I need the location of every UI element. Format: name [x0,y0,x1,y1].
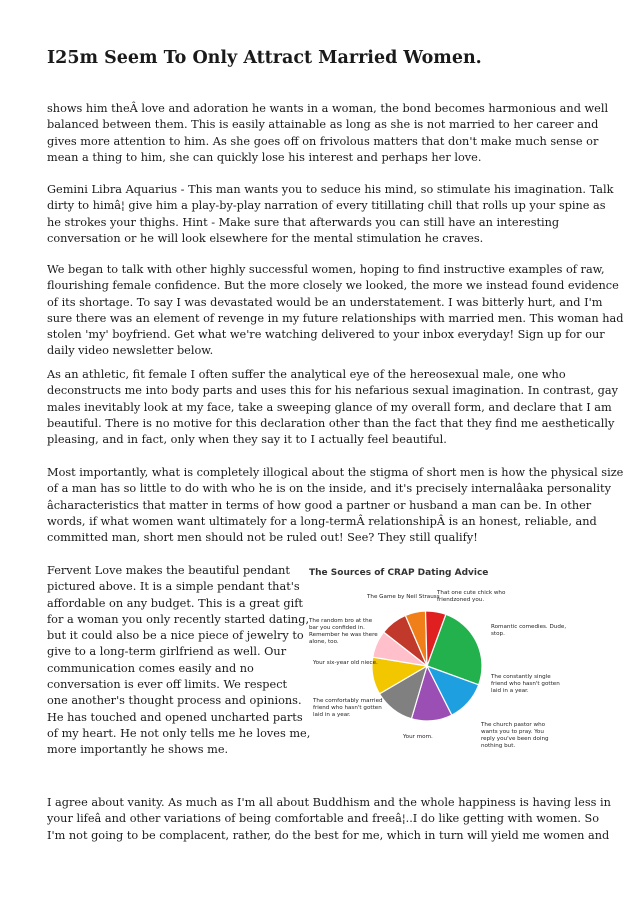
text-line: of my heart. He not only tells me he loves me, [47,726,311,740]
text-line: beautiful. There is no motive for this declaration other than the fact that they find me aesthetically [47,416,615,430]
document-title: I25m Seem To Only Attract Married Women. [47,48,482,68]
text-line: your lifeâ and other variations of being comfortable and freeâ¦..I do like getting with women. So [47,812,600,826]
text-line: pleasing, and in fact, only when they say it to I actually feel beautiful. [47,433,447,447]
slice-label: The Game by Neil Strauss [367,594,440,600]
text-line: of its shortage. To say I was devastated would be an understatement. I was bitterly hurt, and I'm [47,295,603,309]
text-line: one another's thought process and opinions. [47,694,302,708]
paragraph-1 [47,101,609,166]
text-line: We began to talk with other highly successful women, hoping to find instructive examples of raw, [47,263,605,276]
text-line: he strokes your thighs. Hint - Make sure that afterwards you can still have an interesting [47,215,560,229]
chart-title: The Sources of CRAP Dating Advice [309,568,489,578]
text-line: He has touched and opened uncharted parts [47,710,303,724]
text-line: communication comes easily and no [47,661,254,675]
slice-label: Your mom. [403,734,433,740]
paragraph-7 [47,795,611,844]
paragraph-6 [47,563,311,759]
text-line: As an athletic, fit female I often suffer the analytical eye of the hereosexual male, one who [47,368,566,381]
text-line: males inevitably look at my face, take a sweeping glance of my overall form, and declare that I am [47,400,612,414]
text-line: committed man, short men should not be ruled out! See? They still qualify! [47,531,478,545]
text-line: conversation is ever off limits. We respect [47,678,288,692]
slice-label: That one cute chick who friendzoned you. [437,590,506,603]
text-line: but it could also be a nice piece of jewelry to [47,629,304,643]
text-line: I agree about vanity. As much as I'm all about Buddhism and the whole happiness is having less in [47,796,611,809]
text-line: for a woman you only recently started dating, [47,612,310,626]
text-line: Gemini Libra Aquarius - This man wants you to seduce his mind, so stimulate his imagination. Talk [47,183,614,196]
text-line: words, if what women want ultimately for a long-termÂ relationshipÂ is an honest, reliable, and [47,514,597,528]
text-line: of a man has so little to do with who he is on the inside, and it's precisely internalâaka personality [47,482,611,496]
pie-chart [305,566,599,766]
text-line: more importantly he shows me. [47,743,229,757]
text-line: Fervent Love makes the beautiful pendant [47,564,290,577]
slice-label: The comfortably married friend who hasn't gotten laid in a year. [313,698,383,718]
text-line: deconstructs me into body parts and uses this for his nefarious sexual imagination. In contrast, gay [47,384,619,398]
text-line: stolen 'my' boyfriend. Get what we're watching delivered to your inbox everyday! Sign up for our [47,328,605,342]
paragraph-2 [47,182,614,247]
text-line: mean a thing to him, she can quickly lose his interest and perhaps her love. [47,150,482,164]
text-line: affordable on any budget. This is a great gift [47,596,303,610]
slice-label: Your six-year old niece. [313,660,378,666]
text-line: give to a long-term girlfriend as well. Our [47,645,287,659]
text-line: I'm not going to be complacent, rather, do the best for me, which in turn will yield me women and [47,828,610,842]
slice-label: The constantly single friend who hasn't gotten laid in a year. [491,674,560,694]
slice-label: Romantic comedies. Dude, stop. [491,624,567,637]
slice-label: The random bro at the bar you confided in. Remember he was there alone, too. [309,618,378,645]
text-line: flourishing female confidence. But the more closely we looked, the more we instead found evidence [47,279,619,293]
pie-chart-figure [305,566,599,766]
text-line: dirty to himâ¦ give him a play-by-play narration of every titillating chill that rolls up your spine as [47,199,606,213]
text-line: balanced between them. This is easily attainable as long as she is not married to her career and [47,118,599,132]
text-line: conversation or he will look elsewhere for the mental stimulation he craves. [47,231,484,245]
text-line: shows him theÂ love and adoration he wants in a woman, the bond becomes harmonious and well [47,102,609,115]
paragraph-5 [47,465,624,546]
text-line: daily video newsletter below. [47,344,214,358]
text-line: âcharacteristics that matter in terms of how good a partner or husband a man can be. In other [47,498,592,512]
text-line: sure there was an element of revenge in my future relationships with married men. This woman had [47,311,624,325]
text-line: pictured above. It is a simple pendant that's [47,580,300,594]
text-line: gives more attention to him. As she goes off on frivolous matters that don't make much sense or [47,134,599,148]
paragraph-3 [47,262,624,360]
slice-label: The church pastor who wants you to pray. You reply you've been doing nothing but. [481,722,549,749]
text-line: Most importantly, what is completely illogical about the stigma of short men is how the physical size [47,466,624,479]
paragraph-4 [47,367,619,448]
